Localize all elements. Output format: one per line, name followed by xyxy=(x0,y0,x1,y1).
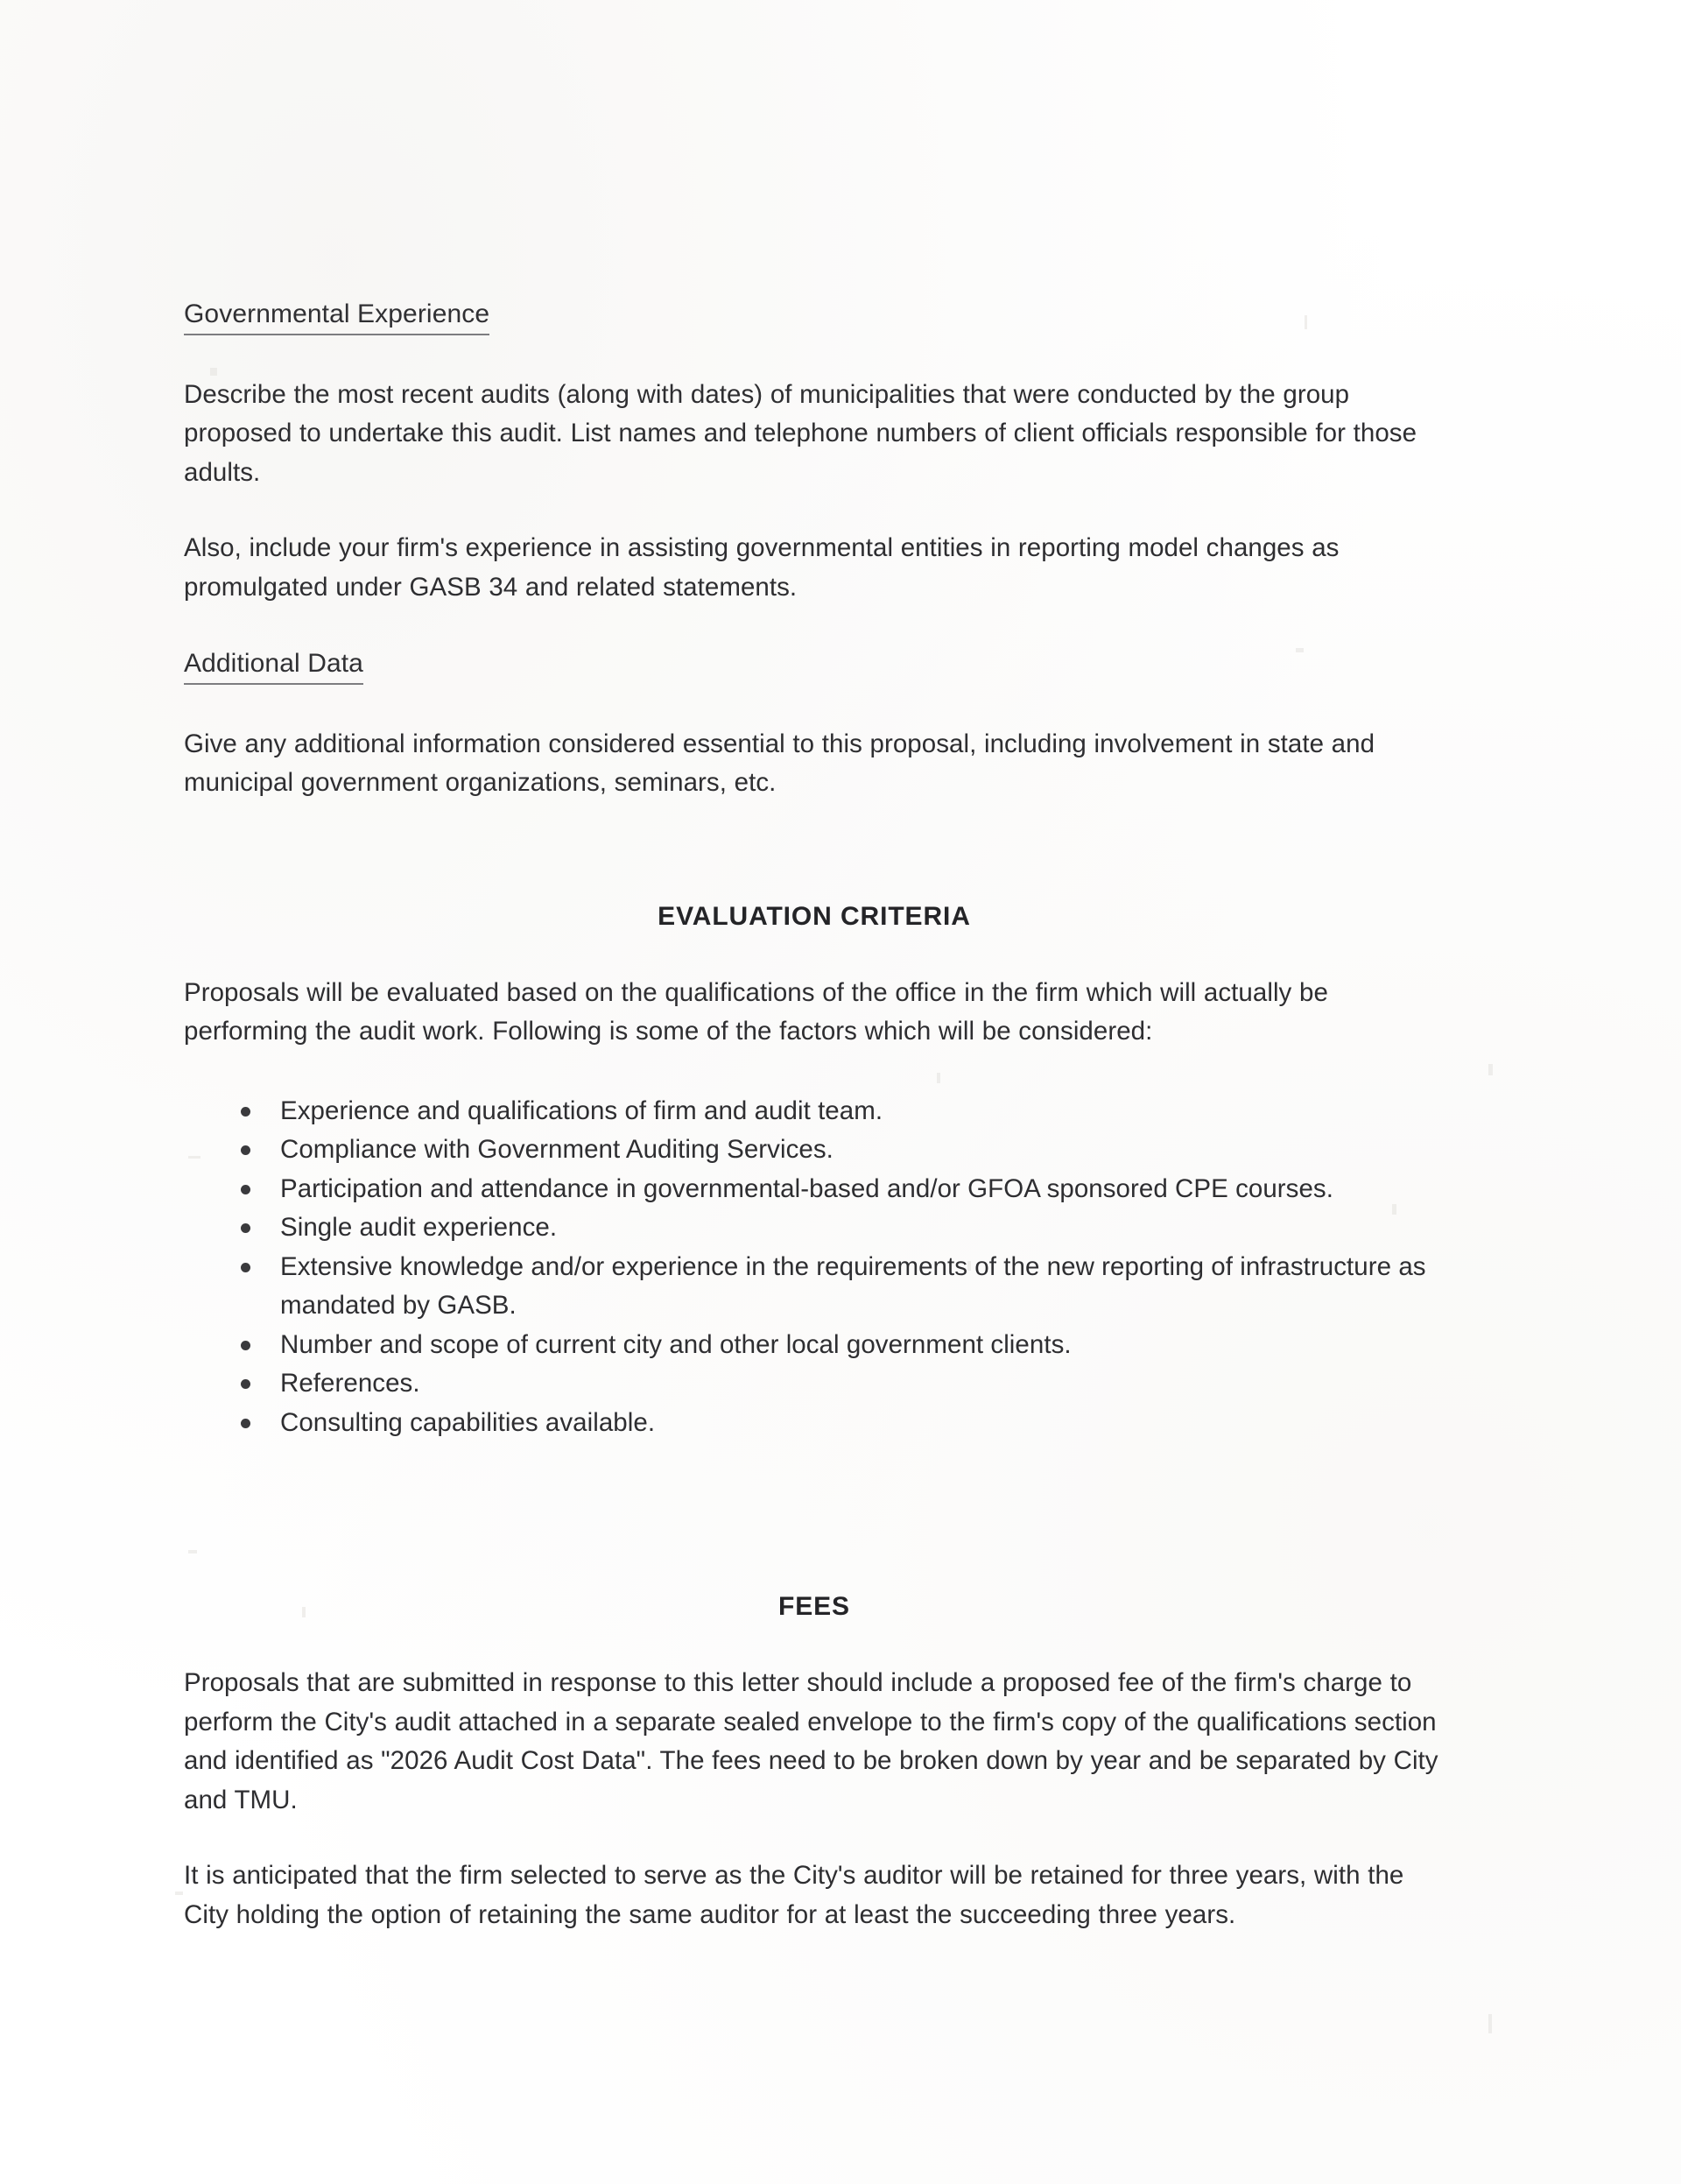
spacer xyxy=(184,492,1445,529)
paragraph-evaluation-intro: Proposals will be evaluated based on the qualifications of the office in the firm which will actually be performing the audit work. Following is some of the factors which will be considered: xyxy=(184,977,1328,1046)
paragraph-fees-1: Proposals that are submitted in response to this letter should include a proposed fee of the firm's charge to perform the City's audit attached in a separate sealed envelope to the firm's copy of the qualifications section and identified as "2026 Audit Cost Data". The fees need to be broken down by year and be separated by City and TMU. xyxy=(184,1668,1438,1814)
paragraph-governmental-experience-2: Also, include your firm's experience in assisting governmental entities in reporting model changes as promulgated under GASB 34 and related statements. xyxy=(184,533,1340,602)
list-item-label: Number and scope of current city and other local government clients. xyxy=(280,1329,1072,1359)
list-item xyxy=(184,1248,1445,1326)
scan-speck xyxy=(1488,1064,1493,1075)
list-item-label: Extensive knowledge and/or experience in the requirements of the new reporting of infrastructure as mandated by GASB. xyxy=(280,1251,1426,1320)
paragraph-governmental-experience-1: Describe the most recent audits (along with dates) of municipalities that were conducted by the group proposed to undertake this audit. List names and telephone numbers of client officials responsible for those adults. xyxy=(184,379,1417,487)
bullet-icon xyxy=(241,1145,250,1155)
section-heading-additional-data xyxy=(184,647,1445,685)
sub-heading-label: Governmental Experience xyxy=(184,298,489,335)
list-item-label: References. xyxy=(280,1369,420,1398)
paragraph-additional-data-1: Give any additional information considered essential to this proposal, including involvement in state and municipal government organizations, seminars, etc. xyxy=(184,729,1375,797)
evaluation-criteria-list xyxy=(184,1092,1445,1443)
page-title-evaluation-criteria xyxy=(184,899,1445,933)
fees-title-label: FEES xyxy=(778,1592,850,1621)
list-item xyxy=(184,1404,1445,1443)
spacer xyxy=(184,1442,1445,1553)
list-item xyxy=(184,1326,1445,1365)
spacer xyxy=(184,933,1445,974)
bullet-icon xyxy=(241,1263,250,1272)
scan-speck xyxy=(1488,2014,1492,2033)
spacer xyxy=(184,685,1445,725)
list-item-label: Compliance with Government Auditing Services. xyxy=(280,1135,833,1164)
bullet-icon xyxy=(241,1185,250,1194)
sub-heading-label: Additional Data xyxy=(184,647,363,685)
bullet-icon xyxy=(241,1379,250,1389)
bullet-icon xyxy=(241,1107,250,1117)
bullet-icon xyxy=(241,1419,250,1428)
list-item-label: Participation and attendance in governmental-based and/or GFOA sponsored CPE courses. xyxy=(280,1173,1333,1203)
evaluation-criteria-title-label: EVALUATION CRITERIA xyxy=(658,901,971,931)
bullet-icon xyxy=(241,1223,250,1233)
bullet-icon xyxy=(241,1341,250,1350)
page-title-fees xyxy=(184,1589,1445,1624)
spacer xyxy=(184,607,1445,647)
list-item xyxy=(184,1364,1445,1404)
list-item-label: Single audit experience. xyxy=(280,1213,558,1242)
section-heading-governmental-experience xyxy=(184,298,1445,335)
list-item-label: Consulting capabilities available. xyxy=(280,1407,656,1437)
paragraph-fees-2: It is anticipated that the firm selected to serve as the City's auditor will be retained for three years, with the City holding the option of retaining the same auditor for at least the succeeding three years. xyxy=(184,1861,1404,1929)
list-item xyxy=(184,1092,1445,1131)
spacer xyxy=(184,1624,1445,1664)
spacer xyxy=(184,335,1445,376)
list-item xyxy=(184,1131,1445,1170)
spacer xyxy=(184,1553,1445,1589)
spacer xyxy=(184,1052,1445,1092)
list-item xyxy=(184,1170,1445,1209)
spacer xyxy=(184,1820,1445,1856)
scan-speck xyxy=(175,1892,183,1895)
spacer xyxy=(184,803,1445,899)
list-item-label: Experience and qualifications of firm and audit team. xyxy=(280,1096,883,1125)
document-body xyxy=(184,298,1445,1934)
list-item xyxy=(184,1208,1445,1248)
